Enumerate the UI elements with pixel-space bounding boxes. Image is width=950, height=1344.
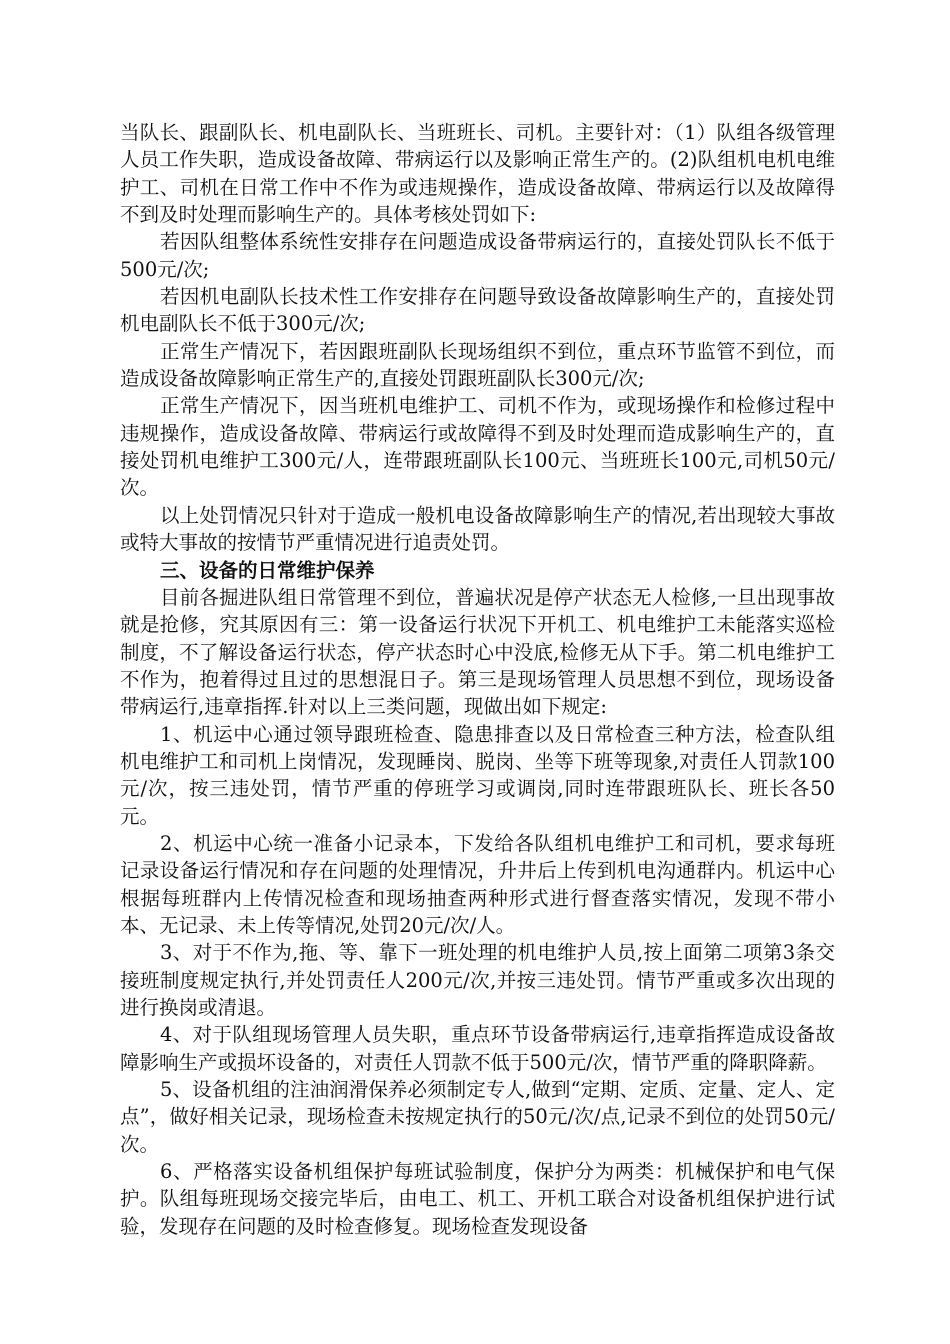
document-body: [120, 119, 835, 1240]
paragraph-penalty-maintenance: 正常生产情况下，因当班机电维护工、司机不作为，或现场操作和检修过程中违规操作，造成设备故障、带病运行或故障得不到及时处理而造成影响生产的，直接处罚机电维护工300元/人，连带跟班副队长100元、当班班长100元,司机50元/次。: [120, 394, 835, 500]
paragraph-rule-5: 5、设备机组的注油润滑保养必须制定专人,做到“定期、定质、定量、定人、定点”，做好相关记录，现场检查未按规定执行的50元/次/点,记录不到位的处罚50元/次。: [120, 1078, 835, 1156]
paragraph-current-situation: 目前各掘进队组日常管理不到位，普遍状况是停产状态无人检修,一旦出现事故就是抢修，究其原因有三：第一设备运行状况下开机工、机电维护工未能落实巡检制度，不了解设备运行状态，停产状态时心中没底,检修无从下手。第二机电维护工不作为，抱着得过且过的思想混日子。第三是现场管理人员思想不到位，现场设备带病运行,违章指挥.针对以上三类问题，现做出如下规定:: [120, 585, 835, 719]
paragraph-rule-4: 4、对于队组现场管理人员失职，重点环节设备带病运行,违章指挥造成设备故障影响生产或损坏设备的，对责任人罚款不低于500元/次，情节严重的降职降薪。: [120, 1023, 835, 1074]
paragraph-penalty-captain: 若因队组整体系统性安排存在问题造成设备带病运行的，直接处罚队长不低于500元/次;: [120, 230, 835, 281]
paragraph-penalty-shift-deputy: 正常生产情况下，若因跟班副队长现场组织不到位，重点环节监管不到位，而造成设备故障影响正常生产的,直接处罚跟班副队长300元/次;: [120, 339, 835, 391]
paragraph-rule-6: 6、严格落实设备机组保护每班试验制度，保护分为两类：机械保护和电气保护。队组每班现场交接完毕后，由电工、机工、开机工联合对设备机组保护进行试验，发现存在问题的及时检查修复。现场检查发现设备: [120, 1160, 835, 1238]
section-heading-maintenance: 三、设备的日常维护保养: [160, 558, 375, 582]
paragraph-rule-3: 3、对于不作为,拖、等、靠下一班处理的机电维护人员,按上面第二项第3条交接班制度规定执行,并处罚责任人200元/次,并按三违处罚。情节严重或多次出现的进行换岗或清退。: [120, 941, 835, 1019]
paragraph-intro: 当队长、跟副队长、机电副队长、当班班长、司机。主要针对：（1）队组各级管理人员工作失职，造成设备故障、带病运行以及影响正常生产的。(2)队组机电机电维护工、司机在日常工作中不作为或违规操作，造成设备故障、带病运行以及故障得不到及时处理而影响生产的。具体考核处罚如下:: [120, 121, 835, 227]
paragraph-rule-1: 1、机运中心通过领导跟班检查、隐患排查以及日常检查三种方法，检查队组机电维护工和司机上岗情况，发现睡岗、脱岗、坐等下班等现象,对责任人罚款100元/次，按三违处罚，情节严重的停班学习或调岗,同时连带跟班队长、班长各50元。: [120, 722, 835, 828]
paragraph-penalty-electro-deputy: 若因机电副队长技术性工作安排存在问题导致设备故障影响生产的，直接处罚机电副队长不低于300元/次;: [120, 285, 835, 336]
paragraph-rule-2: 2、机运中心统一准备小记录本，下发给各队组机电维护工和司机，要求每班记录设备运行情况和存在问题的处理情况，升井后上传到机电沟通群内。机运中心根据每班群内上传情况检查和现场抽查两种形式进行督查落实情况，发现不带小本、无记录、未上传等情况,处罚20元/次/人。: [120, 831, 835, 937]
paragraph-penalty-scope: 以上处罚情况只针对于造成一般机电设备故障影响生产的情况,若出现较大事故或特大事故的按情节严重情况进行追责处罚。: [120, 503, 835, 555]
